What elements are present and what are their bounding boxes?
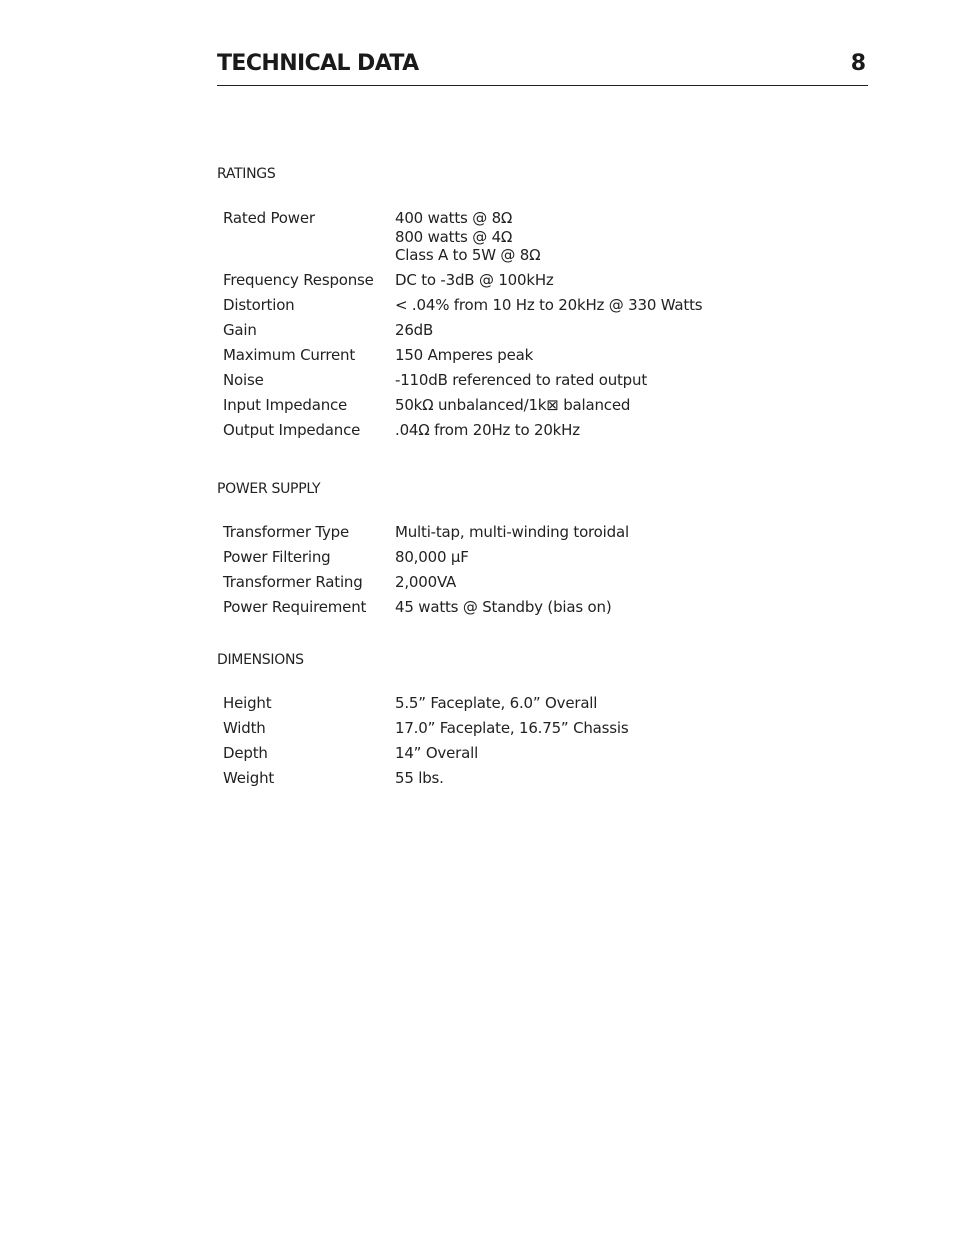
spec-value bbox=[395, 209, 540, 265]
spec-label: Maximum Current bbox=[223, 346, 356, 364]
spec-value-line: 400 watts @ 8Ω bbox=[395, 209, 513, 227]
spec-label: Transformer Type bbox=[223, 523, 350, 541]
spec-row-rated-power bbox=[223, 209, 783, 266]
spec-value: 17.0” Faceplate, 16.75” Chassis bbox=[395, 719, 629, 737]
section-heading-dimensions: DIMENSIONS bbox=[217, 652, 304, 668]
spec-value: 55 lbs. bbox=[395, 769, 444, 787]
spec-value: Multi-tap, multi-winding toroidal bbox=[395, 523, 629, 541]
spec-value: < .04% from 10 Hz to 20kHz @ 330 Watts bbox=[395, 296, 703, 314]
spec-label: Distortion bbox=[223, 296, 295, 314]
spec-value: 150 Amperes peak bbox=[395, 346, 534, 364]
spec-value-line: 800 watts @ 4Ω bbox=[395, 227, 513, 246]
page-header bbox=[217, 50, 868, 86]
spec-label: Noise bbox=[223, 371, 264, 389]
spec-label: Input Impedance bbox=[223, 396, 348, 414]
spec-label: Transformer Rating bbox=[223, 573, 363, 591]
spec-value-line: Class A to 5W @ 8Ω bbox=[395, 246, 541, 264]
spec-label: Power Filtering bbox=[223, 548, 331, 566]
section-heading-power-supply: POWER SUPPLY bbox=[217, 481, 321, 497]
page-number: 8 bbox=[850, 51, 866, 76]
spec-label: Gain bbox=[223, 321, 257, 339]
spec-label: Weight bbox=[223, 769, 275, 787]
spec-label: Height bbox=[223, 694, 272, 712]
spec-value: DC to -3dB @ 100kHz bbox=[395, 271, 554, 289]
spec-label: Output Impedance bbox=[223, 421, 361, 439]
spec-label: Power Requirement bbox=[223, 598, 367, 616]
spec-label: Width bbox=[223, 719, 266, 737]
spec-label: Frequency Response bbox=[223, 271, 374, 289]
spec-value: 5.5” Faceplate, 6.0” Overall bbox=[395, 694, 598, 712]
spec-label: Rated Power bbox=[223, 209, 315, 227]
spec-value: 80,000 µF bbox=[395, 548, 469, 566]
spec-value: -110dB referenced to rated output bbox=[395, 371, 647, 389]
spec-value: 45 watts @ Standby (bias on) bbox=[395, 598, 612, 616]
spec-value: 50kΩ unbalanced/1k⊠ balanced bbox=[395, 396, 631, 414]
spec-value: .04Ω from 20Hz to 20kHz bbox=[395, 421, 580, 439]
page-title: TECHNICAL DATA bbox=[217, 51, 419, 76]
section-heading-ratings: RATINGS bbox=[217, 166, 276, 182]
spec-value: 14” Overall bbox=[395, 744, 479, 762]
spec-label: Depth bbox=[223, 744, 268, 762]
spec-value: 2,000VA bbox=[395, 573, 457, 591]
spec-value: 26dB bbox=[395, 321, 434, 339]
